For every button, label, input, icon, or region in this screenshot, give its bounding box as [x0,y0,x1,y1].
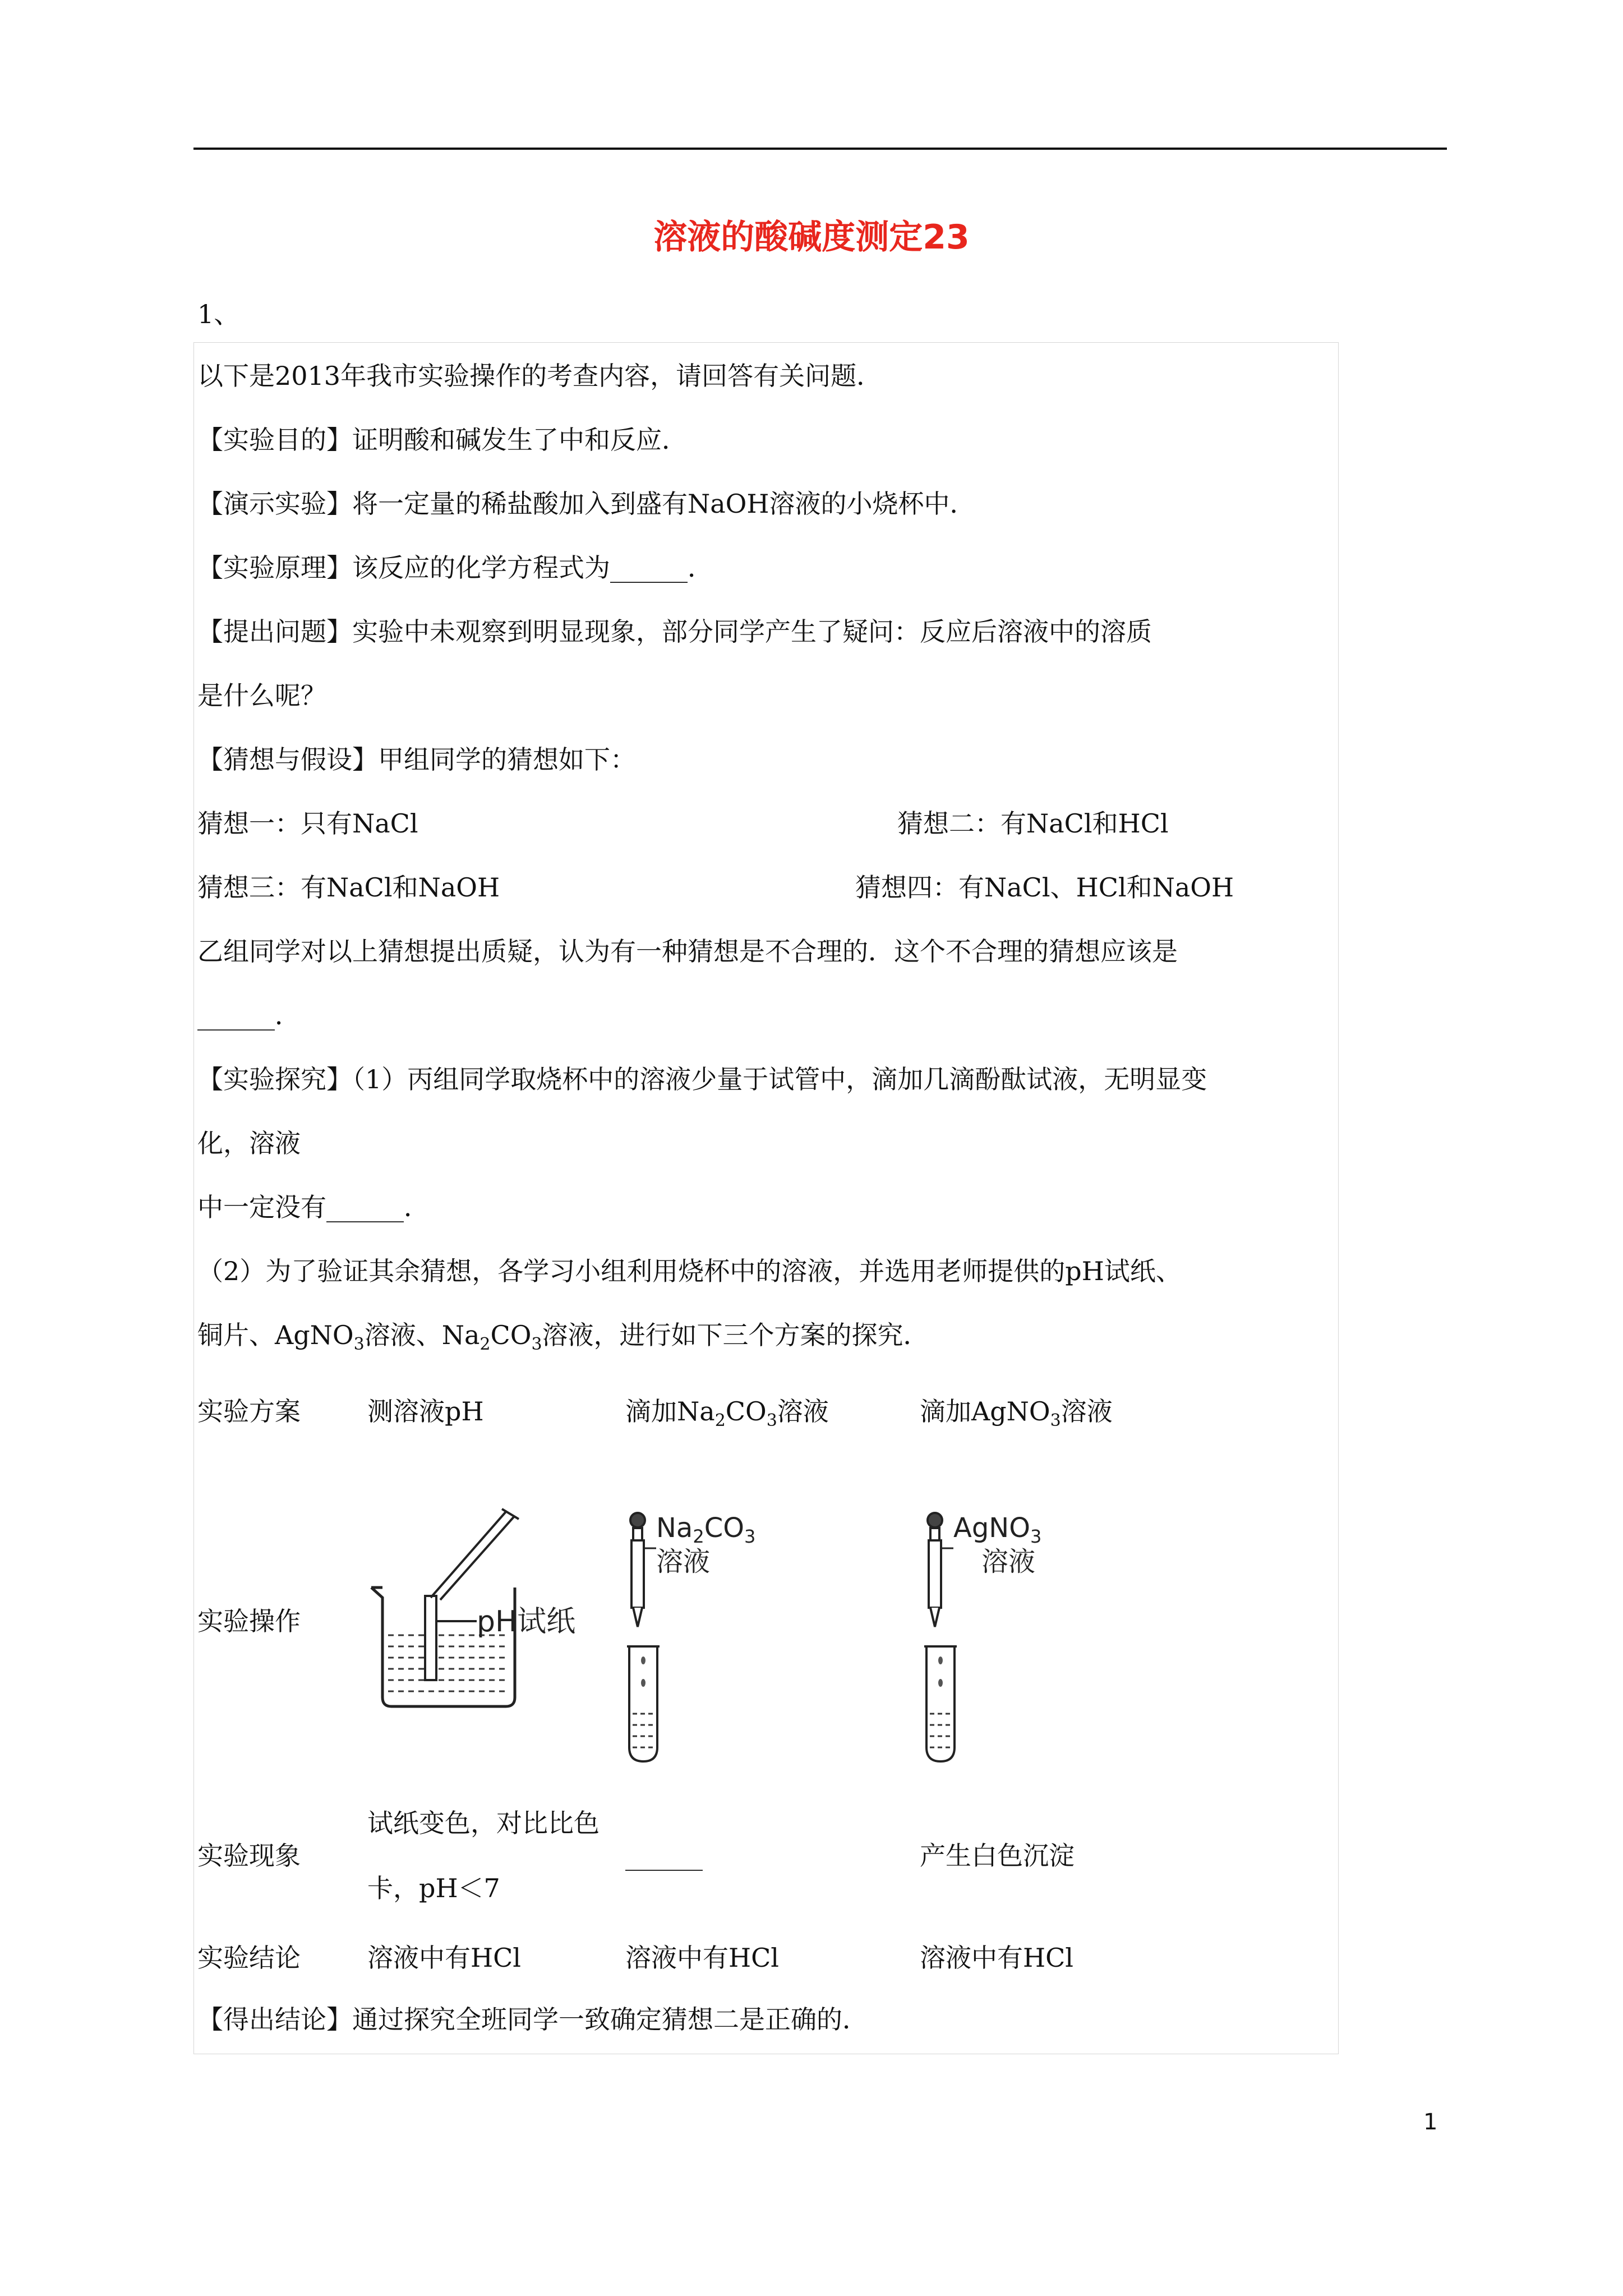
phen-ph-b: 卡，pH＜7 [367,1873,500,1903]
row-label-operation: 实验操作 [197,1606,301,1636]
doubt-line-b: ______． [197,1000,301,1030]
purpose-line: 【实验目的】证明酸和碱发生了中和反应． [197,425,688,455]
concl-na2co3: 溶液中有HCl [625,1943,780,1973]
question-line-b: 是什么呢？ [197,680,326,711]
demo-line: 【演示实验】将一定量的稀盐酸加入到盛有NaOH溶液的小烧杯中． [197,489,976,519]
explore2-line-b: 铜片、AgNO$_3$溶液、$Na_2CO_3$溶液，进行如下三个方案的探究． [197,1320,929,1355]
row-label-phenomenon: 实验现象 [197,1841,301,1871]
question-line-a: 【提出问题】实验中未观察到明显现象，部分同学产生了疑问：反应后溶液中的溶质 [197,616,1152,647]
dropper-icon [630,1513,645,1627]
guess-2: 猜想二：有NaCl和HCl [897,808,1169,839]
row-label-conclusion: 实验结论 [197,1943,301,1973]
explore-line-c: 中一定没有______． [197,1192,430,1222]
explore2-line-a: （2）为了验证其余猜想，各学习小组利用烧杯中的溶液，并选用老师提供的pH试纸、 [197,1256,1182,1286]
drop-icon [938,1657,943,1687]
agno3-solution-label: 溶液 [981,1546,1036,1577]
page-number: 1 [1423,2109,1438,2135]
explore-line-a: 【实验探究】（1）丙组同学取烧杯中的溶液少量于试管中，滴加几滴酚酞试液，无明显变 [197,1064,1207,1094]
phen-ph-a: 试纸变色，对比比色 [367,1808,600,1838]
concl-ph: 溶液中有HCl [367,1943,522,1973]
beaker-liquid [388,1635,509,1691]
dropper-icon [928,1513,942,1627]
row-label-plan: 实验方案 [197,1396,301,1427]
plan-ph: 测溶液pH [367,1396,484,1427]
agno3-formula-label: AgNO$_3$ [953,1512,1042,1547]
na2co3-solution-label: 溶液 [656,1546,711,1577]
plan-na2co3: 滴加$Na_2CO_3$溶液 [625,1396,829,1431]
na2co3-formula-label: $Na_2CO_3$ [656,1512,756,1547]
plan-agno3: 滴加AgNO$_3$溶液 [920,1396,1113,1431]
guess-3: 猜想三：有NaCl和NaOH [197,872,500,903]
question-number: 1、 [197,299,240,329]
ph-paper-icon [425,1509,519,1680]
doubt-line-a: 乙组同学对以上猜想提出质疑，认为有一种猜想是不合理的．这个不合理的猜想应该是 [197,936,1178,967]
ph-paper-label: pH试纸 [477,1605,576,1639]
hypothesis-line: 【猜想与假设】甲组同学的猜想如下： [197,744,636,775]
final-conclusion: 【得出结论】通过探究全班同学一致确定猜想二是正确的． [197,2004,868,2035]
phen-na2co3: ______ [625,1841,703,1871]
intro-line: 以下是2013年我市实验操作的考查内容，请回答有关问题． [197,361,883,391]
explore-line-b: 化，溶液 [197,1128,301,1158]
drop-icon [641,1657,645,1687]
guess-1: 猜想一：只有NaCl [197,808,418,839]
document-title: 溶液的酸碱度测定23 [653,218,970,257]
header-rule [193,148,1447,150]
principle-line: 【实验原理】该反应的化学方程式为______． [197,553,713,583]
apparatus-figure [359,1453,1116,1773]
guess-4: 猜想四：有NaCl、HCl和NaOH [855,872,1234,903]
phen-agno3: 产生白色沉淀 [920,1841,1075,1871]
concl-agno3: 溶液中有HCl [920,1943,1074,1973]
